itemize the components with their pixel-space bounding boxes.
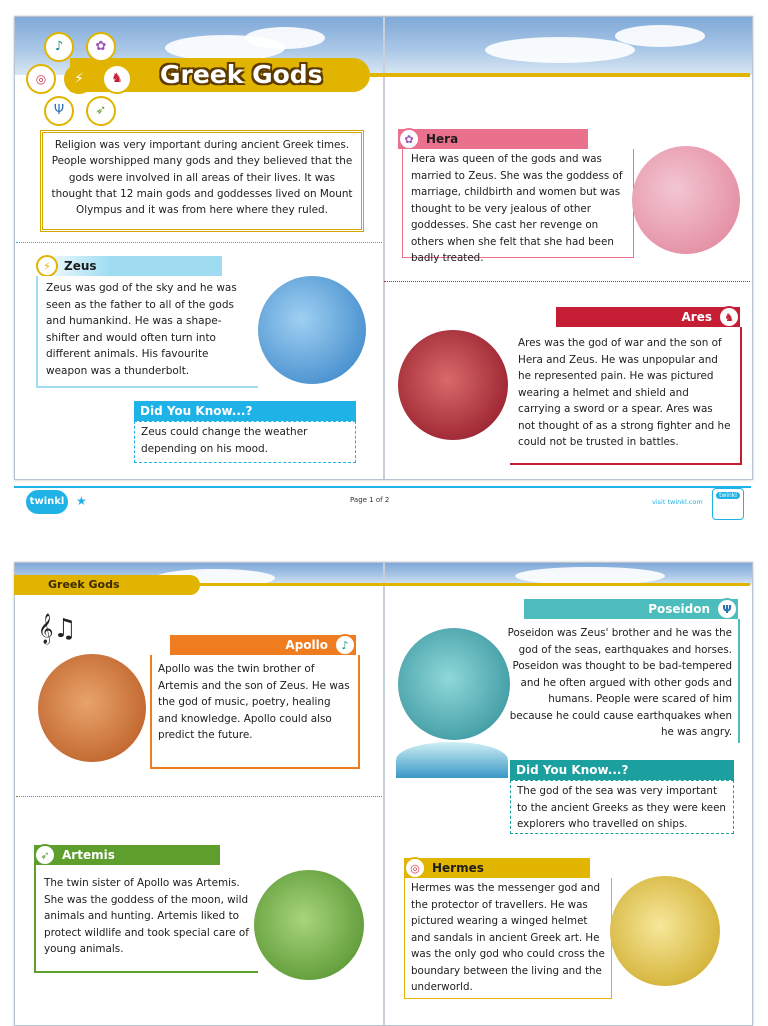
hermes-card [404, 878, 612, 999]
poseidon-text: Poseidon was Zeus' brother and he was the god of the seas, earthquakes and horses. Poseidon was thought to be bad-tempered and he often argued with other gods and humans. People were scared of him because he could cause earthquakes when he was angry. [507, 627, 732, 738]
zeus-dyk-card [134, 421, 356, 463]
hermes-text: Hermes was the messenger god and the protector of travellers. He was pictured wearing a winged helmet and sandals in ancient Greek art. He was the only god who could cross the boundary between the living and the underworld. [411, 882, 605, 993]
gold-rule-2 [200, 583, 750, 586]
apollo-card [150, 655, 360, 769]
ares-header [556, 307, 740, 327]
zeus-dyk-header [134, 401, 356, 421]
hera-card [402, 149, 634, 264]
hera-header [398, 129, 588, 149]
zeus-name: Zeus [64, 259, 97, 273]
lotus-icon: ✿ [86, 32, 116, 62]
site-link[interactable]: visit twinkl.com [652, 498, 703, 506]
ares-card [510, 327, 742, 465]
mask-icon: ◎ [26, 64, 56, 94]
hera-name: Hera [426, 132, 459, 146]
trident-icon: Ψ [44, 96, 74, 126]
wave-illustration [396, 742, 508, 778]
ares-illustration [398, 330, 508, 440]
poseidon-name: Poseidon [648, 602, 710, 616]
star-icon: ★ [76, 494, 87, 508]
zeus-card [36, 276, 258, 388]
god-symbols-cluster [26, 32, 134, 124]
artemis-header [34, 845, 220, 865]
intro-text: Religion was very important during ancient Greek times. People worshipped many gods and they believed that the gods were involved in all areas of their lives. It was thought that 12 main gods and goddesses lived on Mount Olympus and it was from here where they ruled. [51, 139, 353, 217]
hera-text: Hera was queen of the gods and was married to Zeus. She was the goddess of marriage, childbirth and women but was thought to be very jealous of other goddesses. She cast her revenge on others when she felt that she had been badly treated. [411, 153, 623, 264]
apollo-header [170, 635, 356, 655]
mask-icon: ◎ [404, 857, 426, 879]
bow-icon: ➶ [86, 96, 116, 126]
hermes-name: Hermes [432, 861, 484, 875]
zeus-dyk-text: Zeus could change the weather depending on his mood. [141, 426, 308, 455]
lightning-icon: ⚡ [36, 255, 58, 277]
apollo-name: Apollo [285, 638, 328, 652]
artemis-illustration [254, 870, 364, 980]
poseidon-header [524, 599, 738, 619]
poseidon-dyk-text: The god of the sea was very important to the ancient Greeks as they were keen explorers who travelled on ships. [517, 785, 726, 830]
zeus-dyk-title: Did You Know...? [140, 404, 253, 418]
artemis-card [34, 865, 258, 973]
hermes-header [404, 858, 590, 878]
badge-logo: twinkl [716, 492, 740, 499]
poseidon-dyk-title: Did You Know...? [516, 763, 629, 777]
lyre-icon: ♪ [334, 634, 356, 656]
apollo-illustration [38, 654, 146, 762]
lotus-icon: ✿ [398, 128, 420, 150]
lightning-icon: ⚡ [64, 64, 94, 94]
helmet-icon: ♞ [718, 306, 740, 328]
music-notes-icon: 𝄞♫ [38, 614, 77, 644]
page-title: Greek Gods [160, 60, 323, 89]
footer-rule [14, 486, 751, 488]
zeus-illustration [258, 276, 366, 384]
poseidon-illustration [398, 628, 510, 740]
apollo-text: Apollo was the twin brother of Artemis and the son of Zeus. He was the god of music, poetry, healing and knowledge. Apollo could also predict the future. [158, 663, 350, 741]
header-tab-label: Greek Gods [48, 578, 120, 591]
poseidon-dyk-card [510, 780, 734, 834]
hermes-illustration [610, 876, 720, 986]
poseidon-card [500, 619, 740, 743]
helmet-icon: ♞ [102, 64, 132, 94]
ares-name: Ares [681, 310, 712, 324]
zeus-header [36, 256, 222, 276]
poseidon-dyk-header [510, 760, 734, 780]
gold-rule [370, 73, 750, 77]
ares-text: Ares was the god of war and the son of Hera and Zeus. He was unpopular and he represented pain. He was pictured wearing a helmet and shield and carrying a sword or a spear. Ares was not thought of as a strong fighter and he could not be trusted in battles. [518, 337, 731, 448]
quality-badge [712, 488, 744, 520]
artemis-name: Artemis [62, 848, 115, 862]
hera-illustration [632, 146, 740, 254]
trident-icon: Ψ [716, 598, 738, 620]
page-number: Page 1 of 2 [350, 496, 390, 504]
bow-icon: ➶ [34, 844, 56, 866]
zeus-text: Zeus was god of the sky and he was seen as the father to all of the gods and humankind. He was a shape-shifter and would often turn into different animals. His favourite weapon was a thunderbolt. [46, 282, 237, 377]
lyre-icon: ♪ [44, 32, 74, 62]
twinkl-logo: twinkl [26, 490, 68, 514]
artemis-text: The twin sister of Apollo was Artemis. She was the goddess of the moon, wild animals and hunting. Artemis liked to protect wildlife and took special care of young animals. [44, 877, 249, 955]
intro-box [40, 130, 364, 232]
